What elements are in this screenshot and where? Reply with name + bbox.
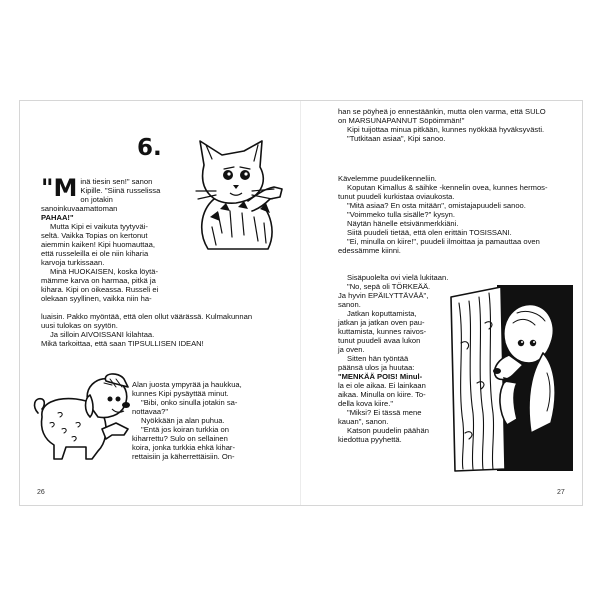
paragraph: Mutta Kipi ei vaikuta tyytyväi- seltä. Vaikka Topias on kertonut aiemmin kaiken! Kipi huomauttaa, että russeleilla ei ole niin kiharia karvoja turkissaan. bbox=[41, 222, 155, 267]
paragraph: "Mitä asiaa? En osta mitään", omistajapuudeli sanoo. bbox=[347, 201, 526, 210]
paragraph: Sitten hän työntää päänsä ulos ja huutaa: "MENKÄÄ POIS! Minul- la ei ole aikaa. Ei lainkaan aikaa. Minulla on kiire. To- della kova kiire." bbox=[338, 354, 426, 408]
paragraph: Koputan Kimallus & säihke -kennelin ovea, kunnes hermos- tunut puudeli kurkistaa oviaukosta. bbox=[338, 183, 548, 201]
paragraph: "Minä tiesin sen!" sanon Kipille. "Siinä russelissa on jotakin sanoinkuvaamattoman PAHAA!" bbox=[41, 174, 161, 222]
paragraph: "Miksi? Ei tässä mene kauan", sanon. bbox=[338, 408, 422, 426]
cat-illustration bbox=[178, 137, 290, 253]
paragraph: Ja silloin AIVOISSANI kilahtaa. Mikä tarkoittaa, että saan TIPSULLISEN IDEAN! bbox=[41, 330, 204, 348]
text-block-middle bbox=[338, 174, 578, 255]
text-block-top bbox=[338, 107, 578, 143]
paragraph: Kipi tuijottaa minua pitkään, kunnes nyökkää hyväksyvästi. bbox=[347, 125, 545, 134]
paragraph: han se pöyheä jo ennestäänkin, mutta olen varma, että SULO on MARSUNAPANNUT Söpöimmän!" bbox=[338, 107, 546, 125]
paragraph: luaisin. Pakko myöntää, että olen ollut väärässä. Kulmakunnan uusi tulokas on syytön. bbox=[41, 312, 253, 330]
left-page bbox=[20, 101, 301, 505]
paragraph: "Entä jos koiran turkkia on kiharrettu? Sulo on sellainen koira, jonka turkkia ehkä kihar- rettaisiin ja käherrettäisiin. On- bbox=[132, 425, 235, 461]
paragraph: "Voimmeko tulla sisälle?" kysyn. bbox=[347, 210, 455, 219]
text-block-bottom bbox=[132, 380, 292, 461]
paragraph: "Bibi, onko sinulla jotakin sa- nottavaa?" bbox=[132, 398, 238, 416]
paragraph: Nyökkään ja alan puhua. bbox=[141, 416, 225, 425]
paragraph: Siitä puudeli tietää, että olen erittäin TOSISSANI. bbox=[347, 228, 512, 237]
text-block-full-width bbox=[41, 312, 291, 348]
paragraph: Minä HUOKAISEN, koska löytä- mämme karva on harmaa, pitkä ja kihara. Kipi on oikeassa. Russeli ei olekaan syyllinen, vaikka niin ha- bbox=[41, 267, 159, 303]
paragraph: Kävelemme puudelikenneliin. bbox=[338, 174, 437, 183]
paragraph: Jatkan koputtamista, jatkan ja jatkan oven pau- kuttamista, kunnes raivos- tunut puudeli avaa lukon ja oven. bbox=[338, 309, 427, 354]
paragraph: Katson puudelin päähän kiedottua pyyhettä. bbox=[338, 426, 429, 444]
right-page bbox=[301, 101, 582, 505]
text-block-narrow bbox=[338, 273, 458, 444]
dog-illustration bbox=[32, 373, 136, 469]
paragraph: Alan juosta ympyrää ja haukkua, kunnes Kipi pysäyttää minut. bbox=[132, 380, 242, 398]
paragraph: "No, sepä oli TÖRKEÄÄ. Ja hyvin EPÄILYTTÄVÄÄ", sanon. bbox=[338, 282, 431, 309]
text-block-opening bbox=[41, 174, 181, 303]
paragraph: Näytän hänelle etsivänmerkkiäni. bbox=[347, 219, 459, 228]
paragraph: "Ei, minulla on kiire!", puudeli ilmoittaa ja pamauttaa oven edessämme kiinni. bbox=[338, 237, 540, 255]
paragraph: Sisäpuolelta ovi vielä lukitaan. bbox=[347, 273, 449, 282]
paragraph: "Tutkitaan asiaa", Kipi sanoo. bbox=[347, 134, 446, 143]
book-spread bbox=[19, 100, 583, 506]
drop-cap: "M bbox=[41, 174, 78, 202]
door-poodle-illustration bbox=[447, 283, 575, 473]
page-number-left: 26 bbox=[37, 489, 45, 496]
chapter-number: 6. bbox=[137, 135, 162, 161]
page-number-right: 27 bbox=[557, 489, 565, 496]
